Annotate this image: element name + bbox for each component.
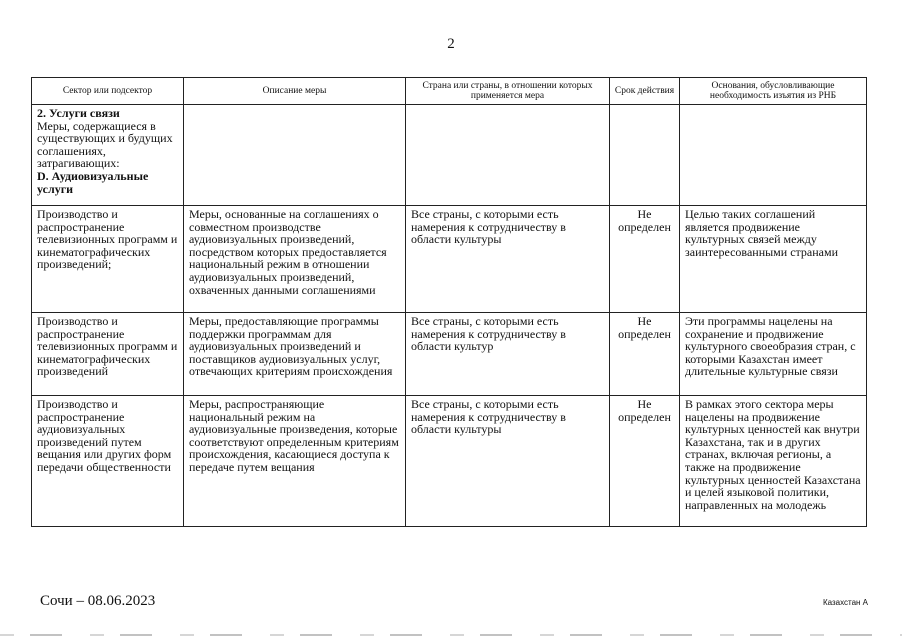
- footer-country-tag: Казахстан А: [822, 598, 868, 607]
- section-subheading: D. Аудиовизуальные услуги: [37, 168, 149, 196]
- cell-sector: Производство и распространение аудиовизуальных произведений путем вещания или других форм передачи общественности: [32, 396, 184, 527]
- table-row: [32, 206, 867, 313]
- section-cell: [32, 105, 184, 206]
- cell-description: Меры, основанные на соглашениях о совместном производстве аудиовизуальных произведений, посредством которых предоставляется национальный режим в отношении аудиовизуальных произведений, охваченных данными соглашениями: [184, 206, 406, 313]
- cell-sector: Производство и распространение телевизионных программ и кинематографических произведений;: [32, 206, 184, 313]
- page-number: 2: [447, 36, 455, 52]
- cell-grounds: Эти программы нацелены на сохранение и продвижение культурного своеобразия стран, с которыми Казахстан имеет длительные культурные связи: [680, 313, 867, 396]
- footer-place-date: Сочи – 08.06.2023: [40, 593, 156, 609]
- header-sector: Сектор или подсектор: [32, 78, 184, 105]
- header-duration: Срок действия: [610, 78, 680, 105]
- section-heading: 2. Услуги связи: [37, 106, 120, 120]
- cell-duration: Не определен: [610, 313, 680, 396]
- scan-artifact-line: [0, 634, 902, 636]
- cell-description: Меры, распространяющие национальный режим на аудиовизуальные произведения, которые соответствуют определенным критериям происхождения, касающиеся доступа к передаче путем вещания: [184, 396, 406, 527]
- cell-description: Меры, предоставляющие программы поддержки программам для аудиовизуальных произведений и поставщиков аудиовизуальных услуг, отвечающих критериям происхождения: [184, 313, 406, 396]
- cell-duration: Не определен: [610, 396, 680, 527]
- measures-table: [31, 77, 867, 527]
- empty-cell: [184, 105, 406, 206]
- header-grounds: Основания, обусловливающие необходимость изъятия из РНБ: [680, 78, 867, 105]
- cell-sector: Производство и распространение телевизионных программ и кинематографических произведений: [32, 313, 184, 396]
- cell-grounds: В рамках этого сектора меры нацелены на продвижение культурных ценностей как внутри Казахстана, так и в других странах, включая регионы, а также на продвижение культурных ценностей Казахстана и целей языковой политики, направленных на молодежь: [680, 396, 867, 527]
- cell-grounds: Целью таких соглашений является продвижение культурных связей между заинтересованными странами: [680, 206, 867, 313]
- cell-countries: Все страны, с которыми есть намерения к сотрудничеству в области культуры: [406, 206, 610, 313]
- table-row: [32, 313, 867, 396]
- section-intro: Меры, содержащиеся в существующих и будущих соглашениях, затрагивающих:: [37, 118, 173, 171]
- section-row: [32, 105, 867, 206]
- cell-countries: Все страны, с которыми есть намерения к сотрудничеству в области культур: [406, 313, 610, 396]
- empty-cell: [680, 105, 867, 206]
- header-countries: Страна или страны, в отношении которых применяется мера: [406, 78, 610, 105]
- cell-duration: Не определен: [610, 206, 680, 313]
- table-header-row: [32, 78, 867, 105]
- empty-cell: [610, 105, 680, 206]
- cell-countries: Все страны, с которыми есть намерения к сотрудничеству в области культуры: [406, 396, 610, 527]
- table-row: [32, 396, 867, 527]
- empty-cell: [406, 105, 610, 206]
- header-description: Описание меры: [184, 78, 406, 105]
